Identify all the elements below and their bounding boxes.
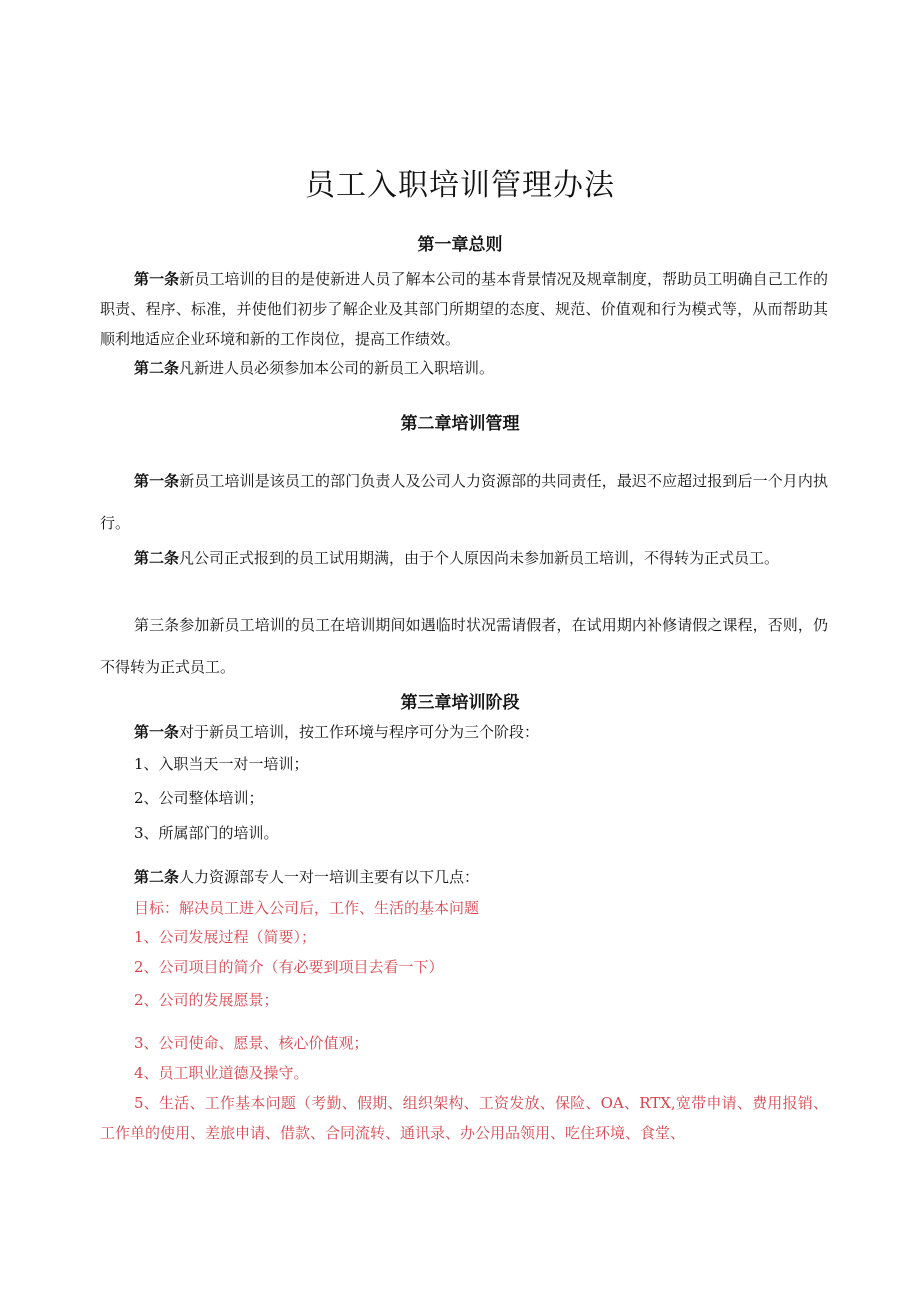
article-label: 第一条: [134, 723, 180, 741]
article-paragraph: [134, 721, 834, 742]
chapter-heading: 第一章总则: [417, 235, 503, 255]
stage-item: 2、公司整体培训；: [134, 789, 264, 807]
article-paragraph: [100, 537, 828, 579]
article-text: 第三条参加新员工培训的员工在培训期间如遇临时状况需请假者，在试用期内补修请假之课程，否则，仍不得转为正式员工。: [100, 616, 828, 676]
article-label: 第二条: [134, 868, 180, 886]
stage-item: 3、所属部门的培训。: [134, 824, 279, 842]
article-label: 第一条: [134, 472, 180, 490]
article-label: 第二条: [134, 359, 180, 377]
training-point: 5、生活、工作基本问题（考勤、假期、组织架构、工资发放、保险、OA、RTX,宽带申请、费用报销、工作单的使用、差旅申请、借款、合同流转、通讯录、办公用品领用、吃住环境、食堂、: [100, 1094, 828, 1142]
article-paragraph: [100, 460, 828, 544]
article-paragraph: [100, 264, 828, 354]
training-point: 4、员工职业道德及操守。: [134, 1064, 309, 1082]
chapter-heading: 第三章培训阶段: [400, 693, 520, 713]
article-paragraph: [100, 604, 828, 688]
article-label: 第二条: [134, 549, 180, 567]
article-text: 凡新进人员必须参加本公司的新员工入职培训。: [179, 359, 495, 377]
article-paragraph: [134, 866, 834, 887]
goal-item: 目标：解决员工进入公司后，工作、生活的基本问题: [134, 899, 480, 917]
training-point: 2、公司项目的简介（有必要到项目去看一下）: [134, 958, 444, 976]
article-paragraph: [100, 353, 828, 383]
article-text: 凡公司正式报到的员工试用期满，由于个人原因尚未参加新员工培训，不得转为正式员工。: [179, 549, 780, 567]
training-point: 1、公司发展过程（简要）；: [134, 928, 317, 946]
article-text: 新员工培训是该员工的部门负责人及公司人力资源部的共同责任，最迟不应超过报到后一个月内执行。: [100, 472, 828, 532]
training-point: 3、公司使命、愿景、核心价值观；: [134, 1034, 369, 1052]
document-title: 员工入职培训管理办法: [305, 168, 615, 203]
article-text: 人力资源部专人一对一培训主要有以下几点：: [179, 868, 480, 886]
article-text: 对于新员工培训，按工作环境与程序可分为三个阶段：: [179, 723, 540, 741]
stage-item: 1、入职当天一对一培训；: [134, 755, 309, 773]
chapter-heading: 第二章培训管理: [400, 414, 520, 434]
article-text: 新员工培训的目的是使新进人员了解本公司的基本背景情况及规章制度，帮助员工明确自己工作的职责、程序、标准，并使他们初步了解企业及其部门所期望的态度、规范、价值观和行为模式等，从而帮助其顺利地适应企业环境和新的工作岗位，提高工作绩效。: [100, 270, 828, 348]
training-point: 2、公司的发展愿景；: [134, 991, 279, 1009]
article-label: 第一条: [134, 270, 180, 288]
